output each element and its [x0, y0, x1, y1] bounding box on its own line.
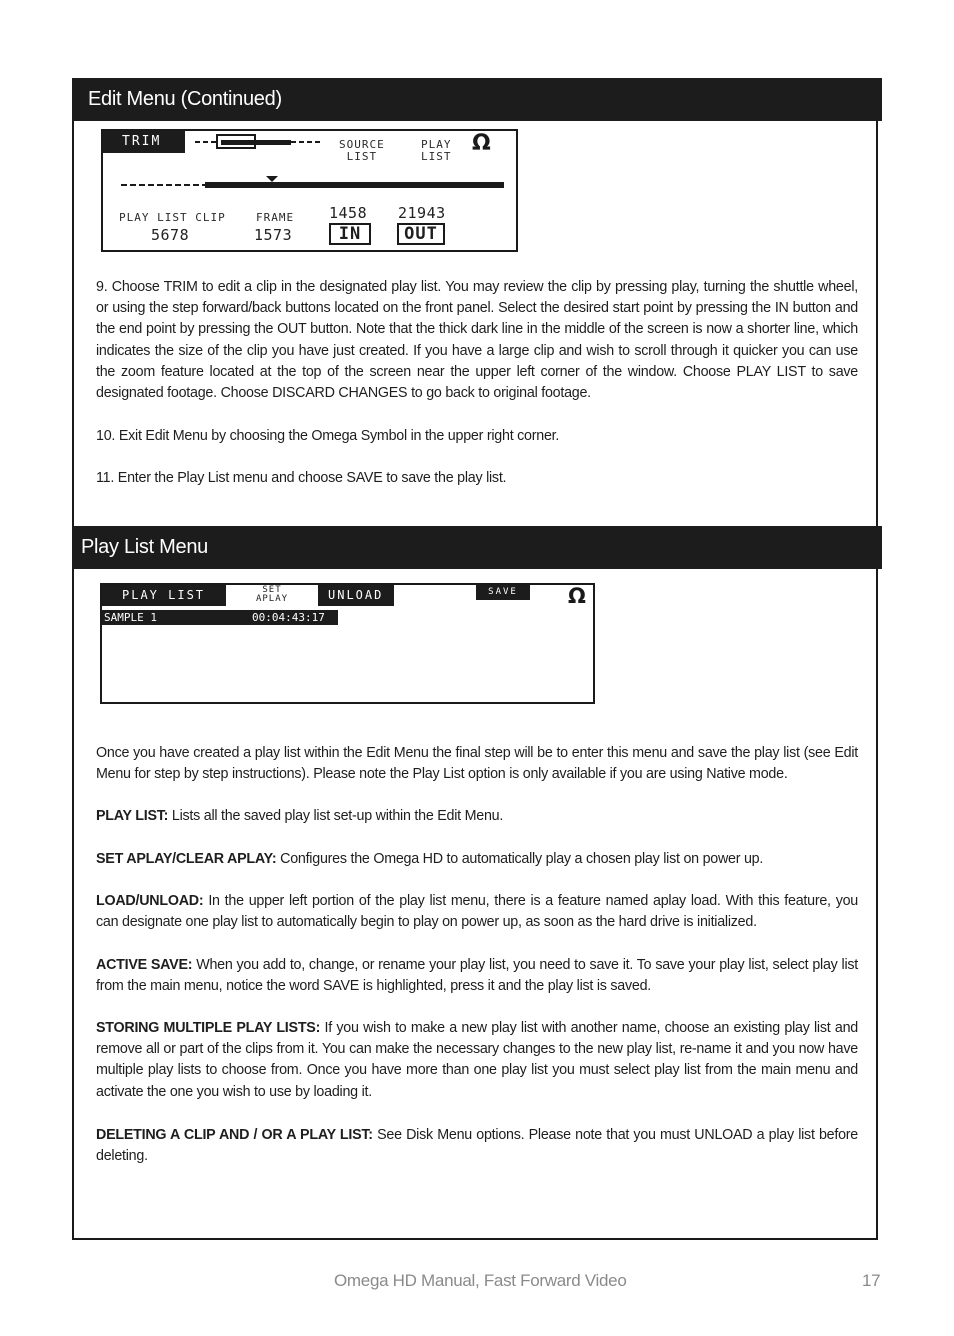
play-list-intro-paragraph: Once you have created a play list within the Edit Menu the final step will be to enter this menu and save the play list (see Edit Menu for step by step instructions). Please note the Play List option is only available if you are using Native mode. [96, 745, 858, 783]
definition-text: If you wish to make a new play list with another name, choose an existing play list and remove all or part of the clips from it. You can make the necessary changes to the new play list, re-name it and you now have multiple play lists to choose from. Once you have more than one play list you must select play list from the main menu and activate the one you wish to use by loading it. [96, 1020, 858, 1100]
frame-value: 1573 [254, 226, 293, 244]
definition-play-list [96, 806, 858, 827]
definition-term: PLAY LIST: [96, 808, 169, 824]
omega-icon[interactable]: Ω [568, 584, 586, 608]
source-list-button[interactable] [339, 139, 385, 162]
footer-title: Omega HD Manual, Fast Forward Video [334, 1271, 627, 1290]
play-list-row[interactable] [102, 610, 338, 625]
step-9-paragraph: 9. Choose TRIM to edit a clip in the designated play list. You may review the clip by pressing play, turning the shuttle wheel, or using the step forward/back buttons located on the front panel. Select the desired start point by pressing the IN button and the end point by pressing the OUT button. Note that the thick dark line in the middle of the screen is now a shorter line, which indicates the size of the clip you have just created. If you have a large clip and wish to scroll through it quicker you can use the zoom feature located at the top of the screen near the upper left corner of the window. Choose PLAY LIST to save designated footage. Choose DISCARD CHANGES to go back to original footage. [96, 279, 858, 402]
zoom-bar-graphic[interactable] [195, 133, 325, 153]
trim-tab[interactable]: TRIM [103, 131, 185, 153]
tab-aplay-label: APLAY [255, 594, 289, 604]
definition-set-aplay [96, 849, 858, 870]
timeline-graphic[interactable] [121, 173, 506, 189]
definition-term: LOAD/UNLOAD: [96, 893, 204, 909]
definition-term: SET APLAY/CLEAR APLAY: [96, 851, 277, 867]
play-list-line2: LIST [421, 150, 452, 163]
definition-load-unload [96, 891, 858, 933]
definition-text: Lists all the saved play list set-up within the Edit Menu. [168, 808, 504, 824]
page-number: 17 [862, 1271, 881, 1290]
tab-set-aplay[interactable] [226, 585, 318, 606]
definition-deleting [96, 1125, 858, 1167]
play-list-screen [100, 583, 595, 704]
step-11-paragraph: 11. Enter the Play List menu and choose SAVE to save the play list. [96, 470, 507, 486]
definition-text: See Disk Menu options. Please note that you must UNLOAD a play list before deleting. [96, 1127, 859, 1165]
frame-label: FRAME [256, 211, 295, 224]
definition-text: In the upper left portion of the play list menu, there is a feature named aplay load. With this feature, you can designate one play list to automatically begin to play on power up, as soon as the hard drive is initialized. [96, 893, 858, 931]
definition-text: Configures the Omega HD to automatically play a chosen play list on power up. [276, 851, 764, 867]
definition-text: When you add to, change, or rename your play list, you need to save it. To save your play list, select play list from the main menu, notice the word SAVE is highlighted, press it and the play list is saved. [96, 957, 858, 995]
tab-play-list[interactable]: PLAY LIST [102, 585, 226, 606]
play-list-row-time: 00:04:43:17 [252, 611, 325, 624]
out-button[interactable]: OUT [397, 223, 445, 245]
omega-icon[interactable]: Ω [472, 131, 491, 156]
tab-unload[interactable]: UNLOAD [318, 585, 394, 606]
tab-save[interactable]: SAVE [476, 585, 530, 600]
source-list-line2: LIST [346, 150, 378, 163]
tab-set-label: SET [262, 585, 282, 595]
section-header-play-list-menu: Play List Menu [72, 526, 882, 569]
trim-screen [101, 129, 518, 252]
play-list-clip-value: 5678 [151, 226, 190, 244]
play-list-button[interactable] [421, 139, 452, 162]
section-header-edit-menu: Edit Menu (Continued) [72, 78, 882, 121]
definition-term: ACTIVE SAVE: [96, 957, 193, 973]
play-list-line1: PLAY [421, 138, 452, 151]
definition-active-save [96, 955, 858, 997]
source-list-line1: SOURCE [339, 138, 385, 151]
definition-storing-multiple [96, 1018, 858, 1103]
definition-term: STORING MULTIPLE PLAY LISTS: [96, 1020, 321, 1036]
in-button[interactable]: IN [329, 223, 371, 245]
play-list-row-name: SAMPLE 1 [104, 611, 157, 624]
out-point-value: 21943 [398, 204, 446, 222]
definition-term: DELETING A CLIP AND / OR A PLAY LIST: [96, 1127, 373, 1143]
step-10-paragraph: 10. Exit Edit Menu by choosing the Omega Symbol in the upper right corner. [96, 428, 560, 444]
play-list-clip-label: PLAY LIST CLIP [119, 211, 226, 224]
in-point-value: 1458 [329, 204, 368, 222]
